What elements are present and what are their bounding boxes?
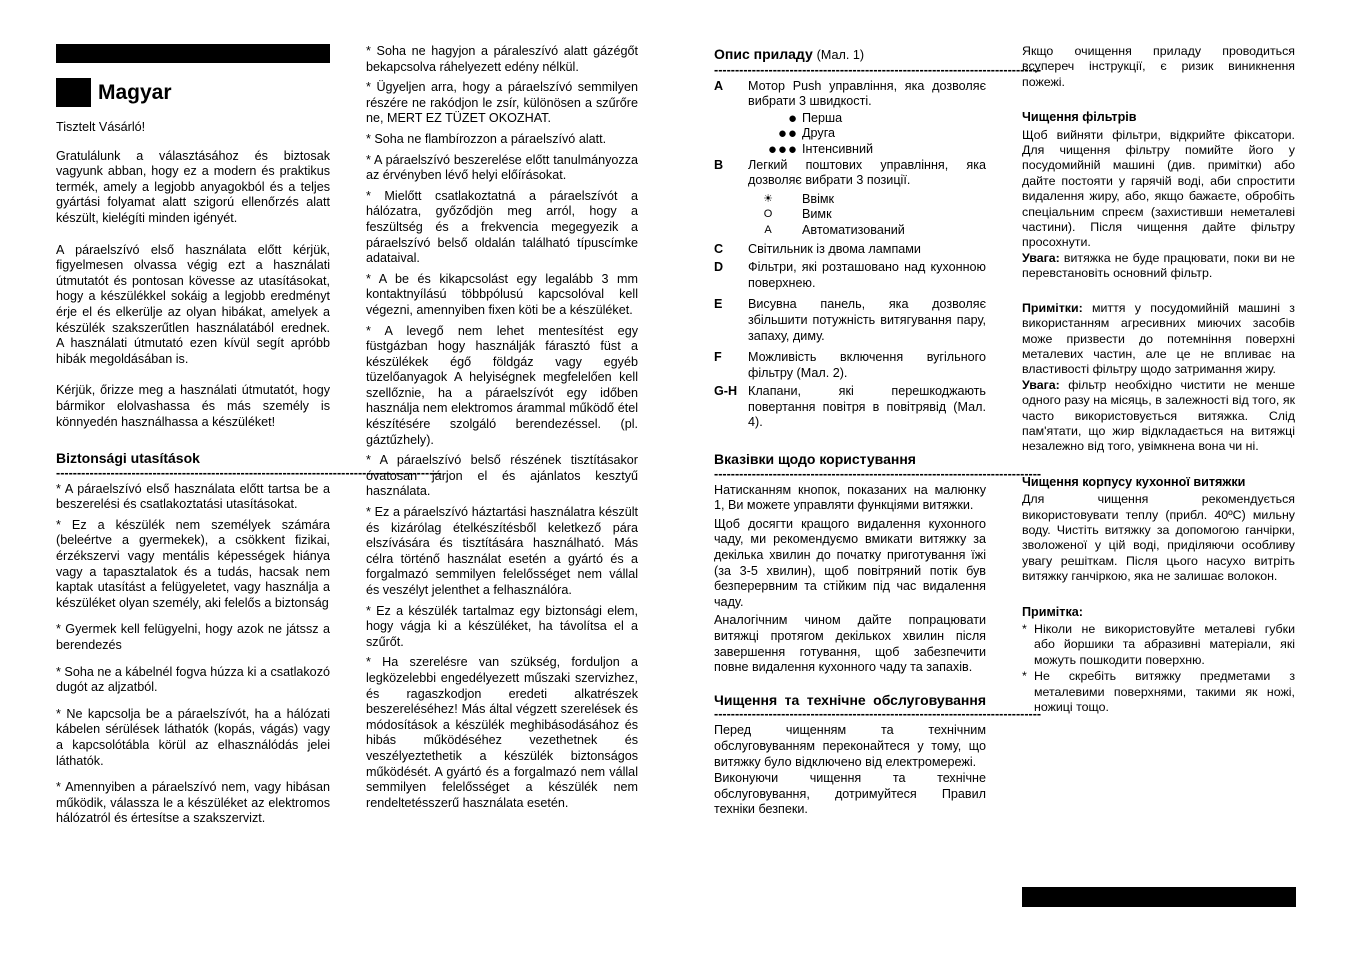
description-heading xyxy=(714,47,986,64)
heading-rule: ------------------------------------------------------------------------------ xyxy=(714,707,1042,722)
column-hungarian-intro xyxy=(56,44,442,827)
filters-paragraph: Щоб вийняти фільтри, відкрийте фіксатори. Для чищення фільтру помийте його у посудомийній машині (див. примітки) або дайте постояти у гарячій воді, аби спростити видалення жиру, або, якщо бажаєте, обробіть спеціальним спреєм (захистивши неметалеві частини). Після чищення дайте фільтру просохнути. xyxy=(1022,127,1295,250)
heading-rule: ------------------------------------------------------------------------------ xyxy=(714,62,1042,77)
speed-list xyxy=(748,111,986,158)
light-icon: ☀ xyxy=(763,192,773,205)
part-text: Висувна панель, яка дозволяє збільшити потужність витягування пару, запаху, диму. xyxy=(748,297,986,343)
notes-paragraph xyxy=(1022,301,1295,378)
safety-item: * Mielőtt csatlakoztatná a páraelszívót a hálózatra, győződjön meg arról, hogy a feszültség és a frekvencia megegyezik a páraelszívó belső oldalán található típuscímke adataival. xyxy=(366,188,638,266)
warning-label: Увага: xyxy=(1022,250,1060,265)
note-text: Не скребіть витяжку предметами з металевими поверхнями, такими як ножі, ножиці тощо. xyxy=(1034,669,1295,715)
language-title: Magyar xyxy=(98,80,172,104)
note-heading: Примітка: xyxy=(1022,604,1083,619)
intro-warning: Якщо очищення приладу проводиться всупереч інструкції, є ризик виникнення пожежі. xyxy=(1022,44,1295,89)
safety-item: * Ügyeljen arra, hogy a páraelszívó semmilyen részére ne rakódjon le zsír, különösen a szűrőre ne, MERT EZ TÜZET OKOZHAT. xyxy=(366,80,638,126)
speed-label: Перша xyxy=(802,110,843,125)
part-key: E xyxy=(714,297,723,312)
intro-paragraph: Gratulálunk a választásához és biztosak vagyunk abban, hogy ez a modern és praktikus termék, amely a legjobb anyagokból és a teljes gyártási folyamat alatt szigorú ellenőrzés alatt készült, kielégíti minden igényét. xyxy=(56,148,330,225)
body-cleaning-heading: Чищення корпусу кухонної витяжки xyxy=(1022,474,1246,489)
greeting: Tisztelt Vásárló! xyxy=(56,120,146,134)
usage-heading: Вказівки щодо користування xyxy=(714,451,916,468)
position-item xyxy=(748,192,986,208)
cleaning-paragraph: Виконуючи чищення та технічне обслуговування, дотримуйтеся Правил техніки безпеки. xyxy=(714,771,986,817)
safety-item: * Ez a készülék nem személyek számára (beleértve a gyermekek), a csökkent fizikai, érzékszervi vagy mentális képességek hiánya vagy a tapasztalatok és a tudás, hacsak nem kaptak utasítást a felügyeletet, vagy használja a készüléket olyan személy, aki felelős a biztonság xyxy=(56,517,330,610)
part-text: Фільтри, які розташовано над кухонною поверхнею. xyxy=(748,260,986,290)
safety-heading: Biztonsági utasítások xyxy=(56,450,200,467)
column-hungarian-safety xyxy=(366,44,638,811)
cleaning-heading: Чищення та технічне обслуговування xyxy=(714,691,986,708)
part-key: D xyxy=(714,260,724,275)
description-figure-ref: (Мал. 1) xyxy=(816,48,865,62)
position-label: Автоматизований xyxy=(802,222,905,237)
bullet: * xyxy=(1022,669,1027,684)
safety-item: * Soha ne hagyjon a páraleszívó alatt gázégőt bekapcsolva ráhelyezett edény nélkül. xyxy=(366,44,638,74)
part-key: B xyxy=(714,157,724,172)
part-a xyxy=(714,79,986,110)
safety-item: * Ne kapcsolja be a páraelszívót, ha a hálózati kábelen sérülések láthatók (kopás, vágás) vagy a kapcsolótábla körül az elhasználódás jelei láthatók. xyxy=(56,706,330,768)
warning-label: Увага: xyxy=(1022,377,1060,392)
speed-item xyxy=(748,111,986,127)
safety-item: * Gyermek kell felügyelni, hogy azok ne játssz a berendezés xyxy=(56,622,330,653)
part-e xyxy=(714,297,986,344)
safety-item: * A páraelszívó első használata előtt tartsa be a beszerelési és csatlakoztatási utasításokat. xyxy=(56,481,330,512)
safety-item: * Amennyiben a páraelszívó nem, vagy hibásan működik, válassza le a készüléket az elektromos hálózatról és értesítse a szakszervizt. xyxy=(56,780,330,826)
language-block-marker xyxy=(56,78,91,107)
column-ukrainian-cleaning xyxy=(1022,44,1295,715)
part-c xyxy=(714,242,986,258)
part-key: G-H xyxy=(714,384,738,399)
language-heading xyxy=(56,78,330,107)
part-b xyxy=(714,158,986,189)
body-cleaning-paragraph: Для чищення рекомендується використовувати теплу (прибл. 40ºC) мильну воду. Чистіть витяжку за допомогою ганчірки, зволоженої у цій воді, приділяючи особливу увагу решіткам. Після цього насухо витріть витяжку ганчіркою, яка не залишає волокон. xyxy=(1022,492,1295,584)
filters-heading: Чищення фільтрів xyxy=(1022,110,1137,125)
safety-item: * Ez a páraelszívó háztartási használatra készült és kizárólag ételkészítésből keletkező pára elszívására és tisztítására használható. Más célra történő használat esetén a gyártó és a forgalmazó semmilyen felelősséget nem vállal és veszélyt jelenthet a felhasználóra. xyxy=(366,505,638,597)
note-item xyxy=(1022,622,1295,668)
off-icon: O xyxy=(763,208,773,221)
cleaning-paragraph: Перед чищенням та технічним обслуговуванням переконайтеся у тому, що витяжку було відключено від електромережі. xyxy=(714,723,986,769)
position-label: Ввімк xyxy=(802,191,835,206)
heading-rule: ------------------------------------------------------------------------------ xyxy=(714,466,1042,481)
part-key: C xyxy=(714,241,724,256)
part-d xyxy=(714,260,986,291)
part-key: A xyxy=(714,78,724,93)
speed-item xyxy=(748,142,986,158)
safety-item: * A levegő nem lehet mentesítést egy füstgázban hogy használják fárasztó füst a készülékek égő földgáz vagy egyéb tüzelőanyagok A helyiségnek megfelelően kell szellőznie, ha a páraelszívót egy időben használja nem elektromos árammal működő étel készítésére szolgáló berendezéssel. (pl. gáztűzhely). xyxy=(366,323,638,447)
speed-label: Друга xyxy=(802,126,836,141)
speed-dots-icon: ●● xyxy=(777,125,798,143)
part-text: Світильник із двома лампами xyxy=(748,241,921,256)
notes-text: миття у посудомийній машині з використанням агресивних миючих засобів може призвести до потемніння поверхні металевих частин, але це не впливає на властивості фільтру щодо затримання жиру. xyxy=(1022,300,1295,377)
safety-item: * A páraelszívó beszerelése előtt tanulmányozza az érvényben lévő helyi előírásokat. xyxy=(366,152,638,183)
speed-label: Інтенсивний xyxy=(802,141,874,156)
safety-item: * A páraelszívó belső részének tisztításakor óvatosan járjon el és ajánlatos kesztyű használata. xyxy=(366,453,638,499)
bullet: * xyxy=(1022,622,1027,636)
monthly-warning xyxy=(1022,378,1295,455)
speed-dots-icon: ●●● xyxy=(767,140,798,158)
part-text: Легкий поштових управління, яка дозволяє вибрати 3 позиції. xyxy=(748,157,986,188)
usage-paragraph: Щоб досягти кращого видалення кухонного чаду, ми рекомендуємо вмикати витяжку за декілька хвилин до початку приготування їжі (за 3-5 хвилин), щоб повітряний потік був безперервним та стійким під час видалення чаду. xyxy=(714,516,986,609)
part-f xyxy=(714,350,986,381)
part-gh xyxy=(714,384,986,431)
speed-dots-icon: ● xyxy=(787,109,798,127)
part-text: Клапани, які перешкоджають повертання повітря в повітрявід (Мал. 4). xyxy=(748,384,986,430)
position-item xyxy=(748,207,986,223)
note-item xyxy=(1022,669,1295,715)
footer-bar xyxy=(1022,887,1296,907)
safety-item: * Ha szerelésre van szükség, forduljon a legközelebbi engedélyezett műszaki szervizhez, és ragaszkodjon eredeti alkatrészek beszereléséhez! Más által végzett szerelések és módosítások a készülék meghibásodásához és hibás működéséhez vezethetnek és veszélyeztethetik a készülék biztonságos működését. A gyártó és a forgalmazó nem vállal semmilyen felelősséget a készülék nem rendeltetésszerű használata esetén. xyxy=(366,655,638,810)
speed-item xyxy=(748,126,986,142)
safety-item: * A be és kikapcsolást egy legalább 3 mm kontaktnyílású többpólusú kapcsolóval kell végezni, amennyiben fixen köti be a készüléket. xyxy=(366,271,638,317)
safety-item: * Soha ne flambírozzon a páraelszívó alatt. xyxy=(366,131,607,146)
intro-paragraph: A páraelszívó első használata előtt kérjük, figyelmesen olvassa végig ezt a használati útmutatót és pontosan kövesse az utasításokat, hogy a készülékkel sokáig a legjobb eredményt érje el és elkerülje az olyan hibákat, amelyek a készülék szakszerűtlen használatából erednek. A használati útmutató ezen kívül segít apróbb hibák megoldásában is. xyxy=(56,242,330,366)
warning-text: фільтр необхідно чистити не менше одного разу на місяць, в залежності від того, як часто використовується витяжка. Слід пам'ятати, що жир відкладається на витяжці незалежно від того, увімкнена вона чи ні. xyxy=(1022,377,1295,454)
position-item xyxy=(748,223,986,239)
header-bar xyxy=(56,44,330,63)
position-list xyxy=(748,192,986,239)
part-text: Можливість включення вугільного фільтру (Мал. 2). xyxy=(748,350,986,380)
part-text: Мотор Push управління, яка дозволяє вибрати 3 швидкості. xyxy=(748,78,986,109)
filters-warning xyxy=(1022,251,1295,282)
auto-icon: A xyxy=(764,223,772,236)
heading-rule: -------------------------------------------------------------------------------------------- xyxy=(56,465,442,480)
note-text: Ніколи не використовуйте металеві губки або йоршики та абразивні матеріали, які можуть пошкодити поверхню. xyxy=(1034,622,1295,667)
safety-item: * Ez a készülék tartalmaz egy biztonsági elem, hogy vágja ki a készüléket, ha távolítsa el a szűrőt. xyxy=(366,603,638,649)
description-title: Опис приладу xyxy=(714,46,813,62)
intro-paragraph: Kérjük, őrizze meg a használati útmutatót, hogy bármikor elolvashassa és más személy is könnyedén használhassa a készüléket! xyxy=(56,383,330,429)
warning-text: витяжка не буде працювати, поки ви не перевстановіть основний фільтр. xyxy=(1022,250,1295,281)
usage-paragraph: Аналогічним чином дайте попрацювати витяжці протягом декількох хвилин після завершення готування, щоб забезпечити повне видалення кухонного чаду та запахів. xyxy=(714,613,986,675)
notes-label: Примітки: xyxy=(1022,300,1083,315)
safety-item: * Soha ne a kábelnél fogva húzza ki a csatlakozó dugót az aljzatból. xyxy=(56,664,330,695)
usage-paragraph: Натисканням кнопок, показаних на малюнку 1, Ви можете управляти функціями витяжки. xyxy=(714,482,986,513)
position-label: Вимк xyxy=(802,207,832,222)
part-key: F xyxy=(714,350,722,365)
